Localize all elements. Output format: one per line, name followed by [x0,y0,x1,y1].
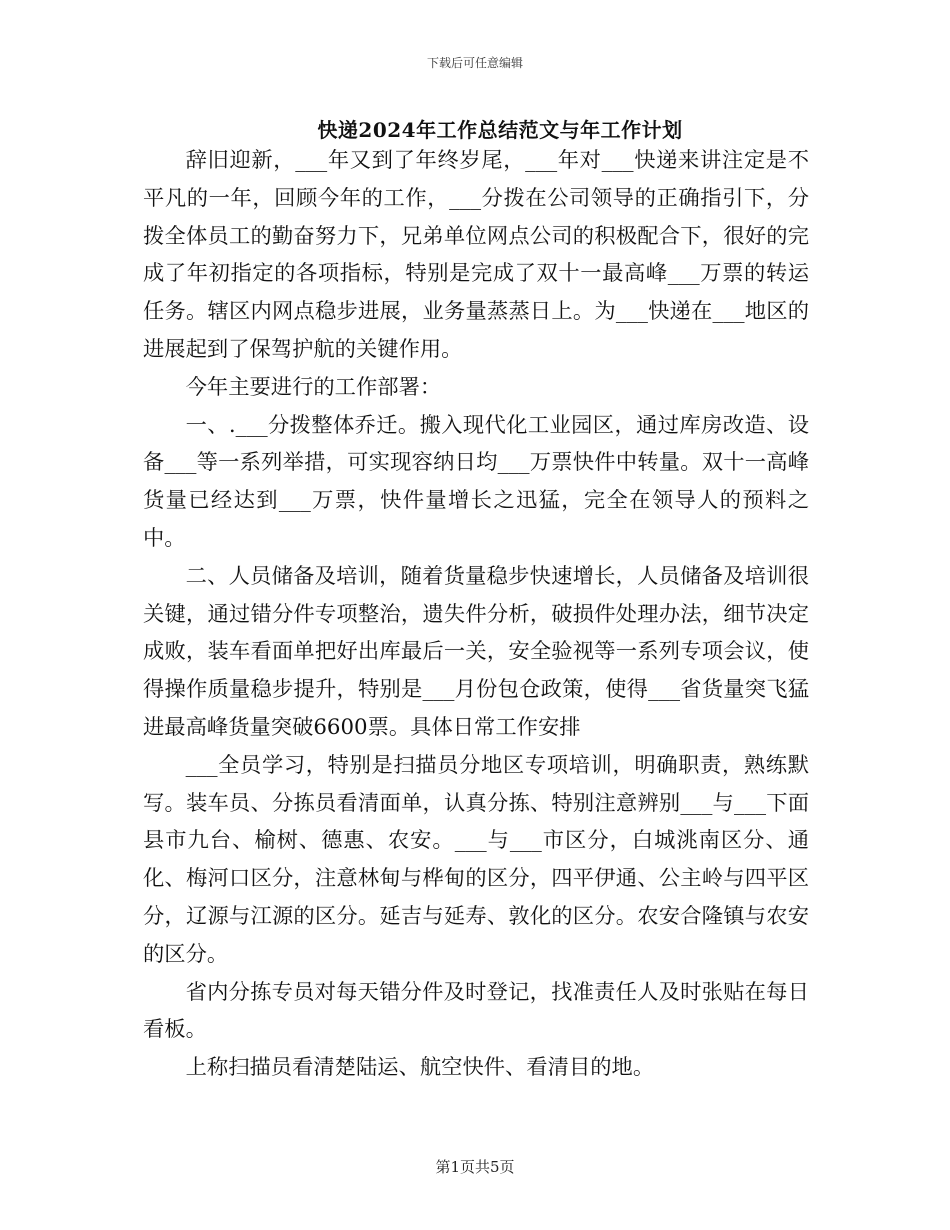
paragraph: ___全员学习，特别是扫描员分地区专项培训，明确职责，熟练默写。装车员、分拣员看清面单，认真分拣、特别注意辨别___与___下面县市九台、榆树、德惠、农安。___与___市区分，白城洮南区分、通化、梅河口区分，注意林甸与桦甸的区分，四平伊通、公主岭与四平区分，辽源与江源的区分。延吉与延寿、敦化的区分。农安合隆镇与农安的区分。 [143,752,809,967]
paragraph: 上称扫描员看清楚陆运、航空快件、看清目的地。 [185,1055,655,1081]
header-note: 下载后可任意编辑 [426,56,523,70]
document-body [143,142,809,1087]
paragraph: 辞旧迎新，___年又到了年终岁尾，___年对___快递来讲注定是不平凡的一年，回顾今年的工作，___分拨在公司领导的正确指引下，分拨全体员工的勤奋努力下，兄弟单位网点公司的积极配合下，很好的完成了年初指定的各项指标，特别是完成了双十一最高峰___万票的转运任务。辖区内网点稳步进展，业务量蒸蒸日上。为___快递在___地区的进展起到了保驾护航的关键作用。 [143,148,809,362]
paragraph: 今年主要进行的工作部署： [185,374,442,400]
document-title: 快递2024年工作总结范文与年工作计划 [317,118,683,142]
paragraph: 一、.___分拨整体乔迁。搬入现代化工业园区，通过库房改造、设备___等一系列举措，可实现容纳日均___万票快件中转量。双十一高峰货量已经达到___万票，快件量增长之迅猛，完全在领导人的预料之中。 [143,412,809,551]
page-number-footer: 第1页共5页 [435,1158,515,1176]
paragraph: 二、人员储备及培训，随着货量稳步快速增长，人员储备及培训很关键，通过错分件专项整治，遗失件分析，破损件处理办法，细节决定成败，装车看面单把好出库最后一关，安全验视等一系列专项会议，使得操作质量稳步提升，特别是___月份包仓政策，使得___省货量突飞猛进最高峰货量突破6600票。具体日常工作安排 [143,563,809,740]
paragraph: 省内分拣专员对每天错分件及时登记，找准责任人及时张贴在每日看板。 [143,979,809,1043]
